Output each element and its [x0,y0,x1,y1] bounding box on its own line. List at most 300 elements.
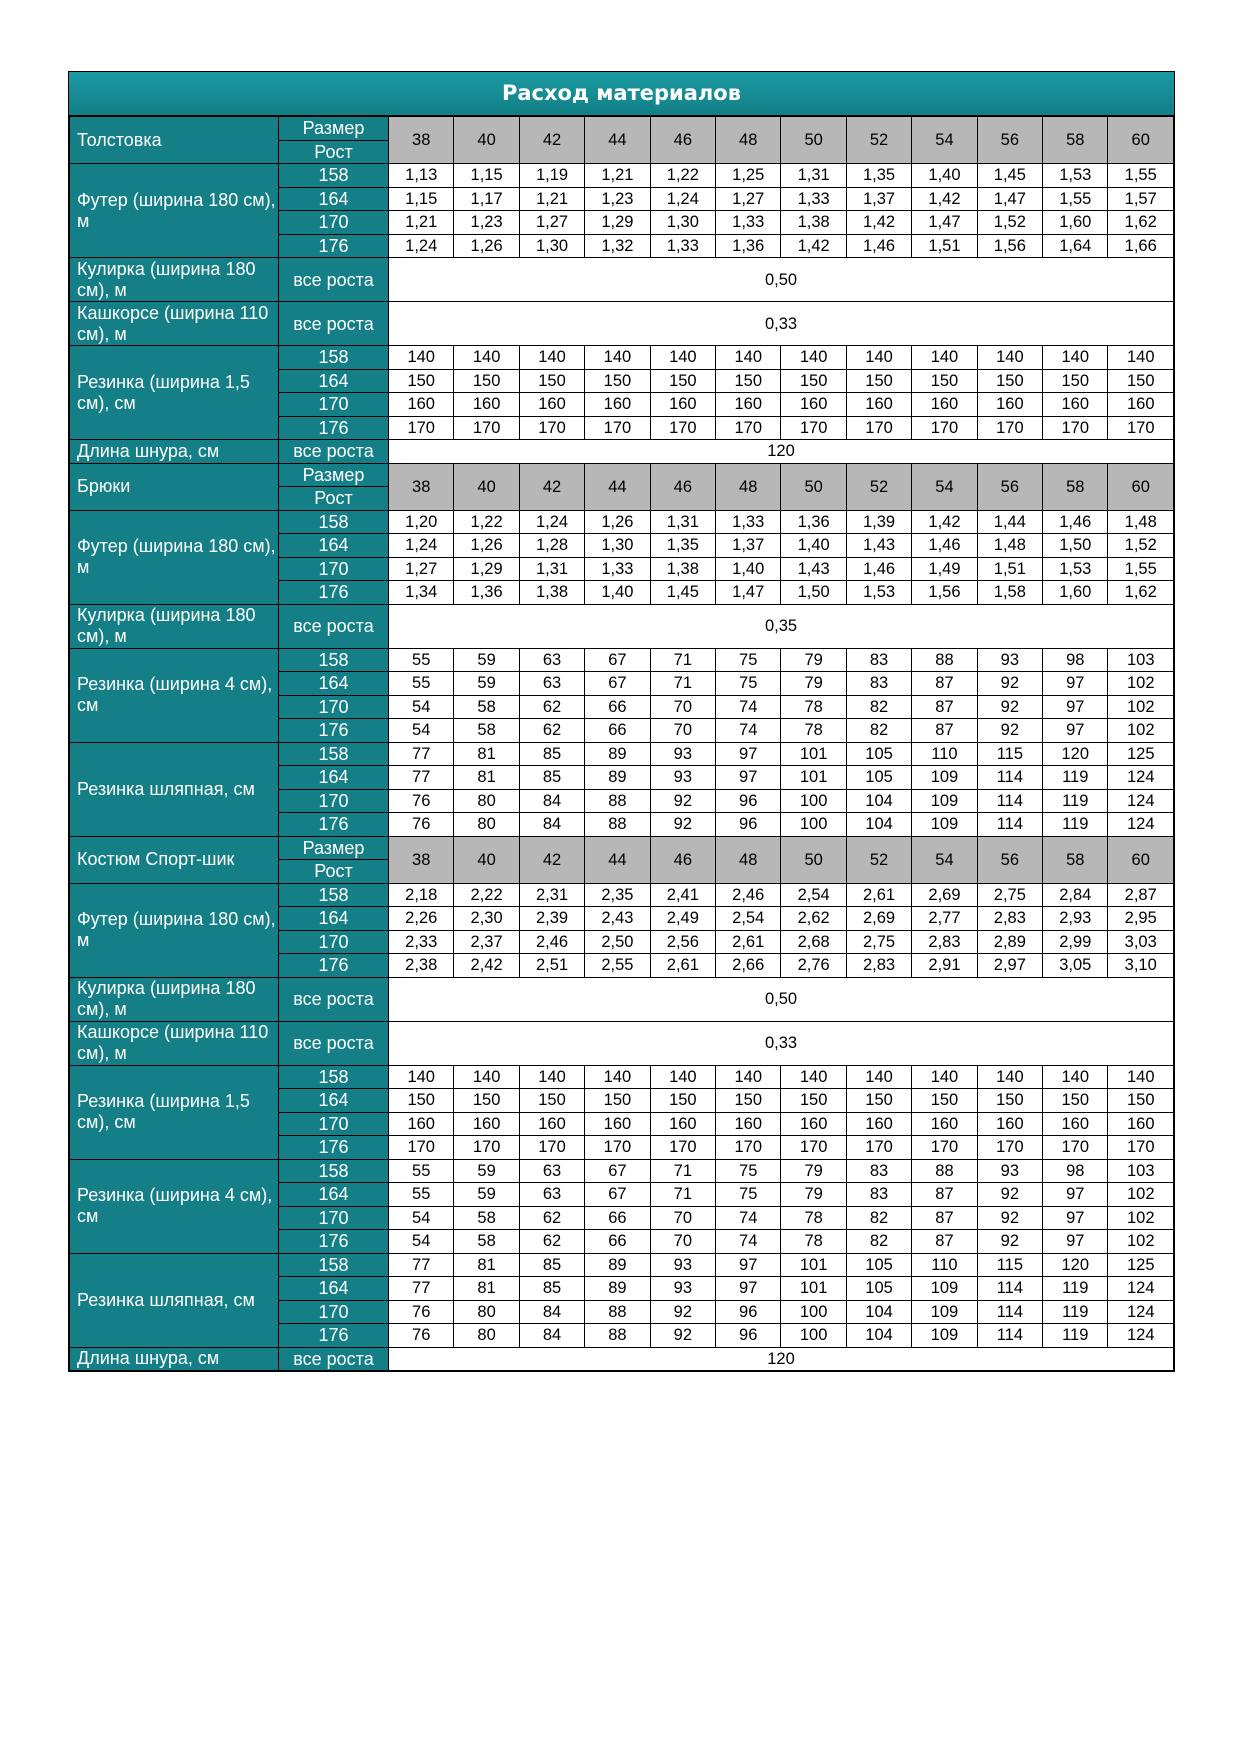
value-cell: 140 [650,346,715,370]
value-cell: 75 [716,1159,781,1183]
height-cell: 158 [279,346,389,370]
value-cell: 150 [1108,1089,1174,1113]
value-cell: 1,42 [846,211,911,235]
value-cell: 76 [389,1300,454,1324]
value-cell: 114 [977,789,1042,813]
value-cell: 83 [846,1183,911,1207]
value-cell: 170 [781,1136,846,1160]
size-header-cell: 54 [912,117,977,164]
value-cell: 115 [977,742,1042,766]
value-cell: 1,28 [519,534,584,558]
value-cell: 1,39 [846,510,911,534]
value-cell: 1,43 [846,534,911,558]
value-cell: 66 [585,1206,650,1230]
value-cell: 140 [977,1065,1042,1089]
value-cell: 1,36 [716,234,781,258]
value-cell: 2,75 [846,930,911,954]
value-cell: 1,24 [650,187,715,211]
value-cell: 150 [781,369,846,393]
value-cell: 2,35 [585,883,650,907]
value-cell: 1,36 [454,581,519,605]
value-cell: 92 [977,1230,1042,1254]
value-cell: 150 [585,1089,650,1113]
value-cell: 170 [1043,1136,1108,1160]
value-cell: 1,40 [716,557,781,581]
value-cell: 63 [519,1159,584,1183]
value-cell: 71 [650,1183,715,1207]
size-header-cell: 58 [1043,836,1108,883]
value-cell: 1,33 [781,187,846,211]
value-cell: 59 [454,1183,519,1207]
value-cell: 120 [1043,742,1108,766]
material-label: Кулирка (ширина 180 см), м [70,258,279,302]
value-cell: 2,76 [781,954,846,978]
value-cell: 74 [716,695,781,719]
value-cell: 1,21 [519,187,584,211]
value-cell: 2,37 [454,930,519,954]
size-header-cell: 44 [585,117,650,164]
value-cell: 105 [846,1277,911,1301]
size-header-cell: 42 [519,836,584,883]
value-cell: 96 [716,1324,781,1348]
height-cell: 164 [279,369,389,393]
value-cell: 170 [650,1136,715,1160]
height-cell: 176 [279,1136,389,1160]
size-header-cell: 56 [977,836,1042,883]
value-cell: 1,38 [650,557,715,581]
value-cell: 1,27 [716,187,781,211]
size-header-cell: 60 [1108,117,1174,164]
section-header-row [70,117,1174,141]
value-cell: 2,97 [977,954,1042,978]
value-cell: 170 [846,416,911,440]
value-cell-all-sizes: 0,33 [389,1021,1174,1065]
height-cell: 158 [279,510,389,534]
value-cell: 63 [519,1183,584,1207]
value-cell: 170 [912,416,977,440]
value-cell: 2,77 [912,907,977,931]
value-cell: 119 [1043,766,1108,790]
value-cell: 160 [716,1112,781,1136]
value-cell: 105 [846,766,911,790]
value-cell: 75 [716,1183,781,1207]
value-cell: 160 [454,1112,519,1136]
value-cell: 54 [389,1206,454,1230]
value-cell: 2,54 [716,907,781,931]
value-cell: 85 [519,1277,584,1301]
height-label: Рост [279,487,389,511]
value-cell: 71 [650,648,715,672]
value-cell: 1,37 [846,187,911,211]
value-cell: 80 [454,789,519,813]
value-cell: 100 [781,1300,846,1324]
value-cell: 170 [519,1136,584,1160]
value-cell: 140 [585,1065,650,1089]
table-row [70,604,1174,648]
size-header-cell: 44 [585,836,650,883]
value-cell: 140 [454,346,519,370]
value-cell: 160 [781,1112,846,1136]
value-cell: 88 [912,1159,977,1183]
value-cell: 92 [650,813,715,837]
value-cell: 93 [977,648,1042,672]
value-cell: 67 [585,1183,650,1207]
value-cell: 150 [1043,1089,1108,1113]
value-cell: 77 [389,766,454,790]
value-cell: 1,22 [650,164,715,188]
value-cell: 1,43 [781,557,846,581]
value-cell: 82 [846,1230,911,1254]
value-cell: 92 [977,695,1042,719]
value-cell: 160 [846,1112,911,1136]
value-cell: 97 [1043,695,1108,719]
value-cell: 2,30 [454,907,519,931]
height-cell: 164 [279,1089,389,1113]
value-cell: 80 [454,1300,519,1324]
size-header-cell: 48 [716,117,781,164]
value-cell: 109 [912,1277,977,1301]
value-cell: 81 [454,766,519,790]
value-cell: 92 [977,672,1042,696]
value-cell: 1,32 [585,234,650,258]
value-cell: 58 [454,719,519,743]
material-label: Футер (ширина 180 см), м [70,510,279,604]
value-cell: 1,44 [977,510,1042,534]
size-header-cell: 50 [781,117,846,164]
size-header-cell: 40 [454,117,519,164]
value-cell: 1,48 [1108,510,1174,534]
value-cell: 170 [389,416,454,440]
value-cell: 2,91 [912,954,977,978]
value-cell: 1,20 [389,510,454,534]
value-cell: 2,56 [650,930,715,954]
value-cell: 1,31 [519,557,584,581]
value-cell: 75 [716,672,781,696]
value-cell: 140 [519,346,584,370]
value-cell: 1,51 [912,234,977,258]
value-cell: 114 [977,1324,1042,1348]
value-cell: 140 [846,1065,911,1089]
value-cell: 1,45 [977,164,1042,188]
table-row [70,1253,1174,1277]
value-cell: 88 [912,648,977,672]
value-cell: 100 [781,1324,846,1348]
value-cell: 150 [585,369,650,393]
value-cell: 160 [519,1112,584,1136]
all-heights-cell: все роста [279,302,389,346]
value-cell: 93 [650,766,715,790]
value-cell: 1,49 [912,557,977,581]
value-cell: 85 [519,742,584,766]
value-cell: 67 [585,1159,650,1183]
value-cell: 140 [454,1065,519,1089]
table-row [70,977,1174,1021]
value-cell: 87 [912,1206,977,1230]
value-cell: 160 [389,1112,454,1136]
value-cell: 150 [650,1089,715,1113]
value-cell: 1,60 [1043,211,1108,235]
value-cell: 93 [650,1253,715,1277]
value-cell: 170 [585,1136,650,1160]
value-cell: 1,53 [846,581,911,605]
value-cell: 82 [846,695,911,719]
value-cell: 2,83 [977,907,1042,931]
size-label: Размер [279,117,389,141]
value-cell: 2,61 [716,930,781,954]
value-cell: 78 [781,1206,846,1230]
value-cell: 2,55 [585,954,650,978]
value-cell: 170 [912,1136,977,1160]
all-heights-cell: все роста [279,604,389,648]
value-cell: 150 [912,369,977,393]
all-heights-cell: все роста [279,1347,389,1371]
value-cell: 1,45 [650,581,715,605]
value-cell-all-sizes: 120 [389,1347,1174,1371]
value-cell: 81 [454,1253,519,1277]
value-cell: 1,24 [519,510,584,534]
value-cell: 160 [716,393,781,417]
value-cell: 2,84 [1043,883,1108,907]
height-cell: 176 [279,719,389,743]
value-cell: 170 [389,1136,454,1160]
value-cell: 160 [977,393,1042,417]
value-cell: 1,25 [716,164,781,188]
table-row [70,742,1174,766]
value-cell: 1,27 [389,557,454,581]
section-header-row [70,836,1174,860]
height-cell: 170 [279,1112,389,1136]
value-cell: 102 [1108,672,1174,696]
size-header-cell: 58 [1043,117,1108,164]
size-header-cell: 56 [977,463,1042,510]
value-cell: 1,52 [977,211,1042,235]
value-cell: 88 [585,1324,650,1348]
value-cell: 2,68 [781,930,846,954]
value-cell: 140 [389,346,454,370]
material-label: Резинка (ширина 1,5 см), см [70,346,279,440]
value-cell: 1,26 [585,510,650,534]
size-header-cell: 40 [454,836,519,883]
size-header-cell: 38 [389,117,454,164]
value-cell: 96 [716,1300,781,1324]
value-cell-all-sizes: 0,50 [389,977,1174,1021]
value-cell: 89 [585,766,650,790]
value-cell: 2,99 [1043,930,1108,954]
value-cell: 2,46 [519,930,584,954]
value-cell: 74 [716,1206,781,1230]
material-label: Кулирка (ширина 180 см), м [70,977,279,1021]
value-cell: 160 [650,393,715,417]
value-cell: 1,50 [781,581,846,605]
value-cell: 1,46 [1043,510,1108,534]
value-cell: 170 [650,416,715,440]
value-cell: 160 [454,393,519,417]
value-cell: 140 [781,1065,846,1089]
value-cell: 150 [716,1089,781,1113]
value-cell: 97 [716,766,781,790]
value-cell: 63 [519,672,584,696]
value-cell: 125 [1108,1253,1174,1277]
value-cell: 140 [912,346,977,370]
value-cell: 119 [1043,1300,1108,1324]
value-cell: 1,56 [912,581,977,605]
all-heights-cell: все роста [279,440,389,464]
value-cell: 3,10 [1108,954,1174,978]
value-cell: 1,29 [454,557,519,581]
value-cell: 89 [585,1277,650,1301]
height-cell: 164 [279,534,389,558]
value-cell: 1,34 [389,581,454,605]
value-cell: 119 [1043,1277,1108,1301]
value-cell: 1,23 [454,211,519,235]
value-cell: 1,42 [912,510,977,534]
table-row [70,1159,1174,1183]
value-cell: 170 [454,416,519,440]
value-cell: 1,46 [846,234,911,258]
value-cell: 88 [585,789,650,813]
value-cell: 140 [1043,1065,1108,1089]
value-cell: 2,69 [846,907,911,931]
value-cell: 97 [1043,1230,1108,1254]
value-cell: 2,89 [977,930,1042,954]
height-label: Рост [279,860,389,884]
value-cell: 87 [912,1183,977,1207]
value-cell: 77 [389,742,454,766]
value-cell: 78 [781,695,846,719]
value-cell: 2,54 [781,883,846,907]
value-cell: 110 [912,1253,977,1277]
value-cell: 160 [977,1112,1042,1136]
value-cell: 98 [1043,1159,1108,1183]
value-cell: 124 [1108,1277,1174,1301]
height-cell: 158 [279,648,389,672]
value-cell: 1,58 [977,581,1042,605]
value-cell: 160 [912,393,977,417]
value-cell: 62 [519,1206,584,1230]
value-cell: 119 [1043,1324,1108,1348]
value-cell: 1,30 [585,534,650,558]
value-cell: 93 [977,1159,1042,1183]
value-cell: 2,83 [846,954,911,978]
value-cell: 109 [912,789,977,813]
value-cell: 150 [977,1089,1042,1113]
size-header-cell: 54 [912,836,977,883]
table-row [70,302,1174,346]
value-cell: 102 [1108,1206,1174,1230]
material-label: Длина шнура, см [70,1347,279,1371]
value-cell: 170 [1108,416,1174,440]
value-cell: 160 [912,1112,977,1136]
value-cell: 97 [1043,719,1108,743]
value-cell: 150 [781,1089,846,1113]
size-header-cell: 42 [519,117,584,164]
value-cell-all-sizes: 0,35 [389,604,1174,648]
value-cell: 66 [585,1230,650,1254]
height-cell: 158 [279,1159,389,1183]
height-cell: 170 [279,1206,389,1230]
value-cell: 2,75 [977,883,1042,907]
height-cell: 176 [279,1324,389,1348]
value-cell: 140 [912,1065,977,1089]
material-label: Резинка шляпная, см [70,742,279,836]
value-cell: 1,33 [716,510,781,534]
value-cell: 88 [585,1300,650,1324]
value-cell: 2,61 [650,954,715,978]
value-cell: 1,62 [1108,211,1174,235]
value-cell: 70 [650,1206,715,1230]
value-cell: 70 [650,719,715,743]
value-cell: 109 [912,1324,977,1348]
value-cell: 1,52 [1108,534,1174,558]
table-row [70,1065,1174,1089]
value-cell: 62 [519,1230,584,1254]
value-cell: 109 [912,766,977,790]
value-cell: 92 [977,1183,1042,1207]
value-cell: 88 [585,813,650,837]
value-cell: 77 [389,1253,454,1277]
value-cell: 160 [1108,1112,1174,1136]
value-cell: 1,31 [781,164,846,188]
value-cell: 79 [781,648,846,672]
value-cell: 103 [1108,648,1174,672]
material-label: Футер (ширина 180 см), м [70,883,279,977]
size-header-cell: 58 [1043,463,1108,510]
value-cell: 83 [846,1159,911,1183]
value-cell: 71 [650,1159,715,1183]
table-row [70,648,1174,672]
height-cell: 164 [279,907,389,931]
value-cell: 96 [716,813,781,837]
value-cell: 114 [977,1300,1042,1324]
table-row [70,510,1174,534]
value-cell: 1,26 [454,534,519,558]
value-cell: 170 [781,416,846,440]
value-cell: 1,17 [454,187,519,211]
value-cell: 2,83 [912,930,977,954]
height-cell: 170 [279,393,389,417]
value-cell: 1,33 [585,557,650,581]
table-row [70,440,1174,464]
value-cell: 1,24 [389,534,454,558]
value-cell: 101 [781,1253,846,1277]
value-cell: 170 [519,416,584,440]
value-cell: 109 [912,813,977,837]
value-cell: 124 [1108,813,1174,837]
value-cell: 170 [716,416,781,440]
value-cell: 74 [716,1230,781,1254]
value-cell: 1,40 [912,164,977,188]
value-cell: 96 [716,789,781,813]
value-cell: 124 [1108,1300,1174,1324]
height-cell: 176 [279,581,389,605]
value-cell: 170 [1108,1136,1174,1160]
value-cell: 1,30 [650,211,715,235]
height-cell: 170 [279,211,389,235]
height-cell: 158 [279,1065,389,1089]
value-cell: 101 [781,742,846,766]
value-cell: 160 [519,393,584,417]
value-cell: 2,69 [912,883,977,907]
value-cell: 104 [846,1324,911,1348]
value-cell: 97 [1043,1183,1108,1207]
value-cell: 1,15 [454,164,519,188]
value-cell: 85 [519,766,584,790]
value-cell: 1,40 [781,534,846,558]
value-cell: 115 [977,1253,1042,1277]
value-cell-all-sizes: 0,50 [389,258,1174,302]
height-cell: 176 [279,1230,389,1254]
value-cell: 150 [846,1089,911,1113]
